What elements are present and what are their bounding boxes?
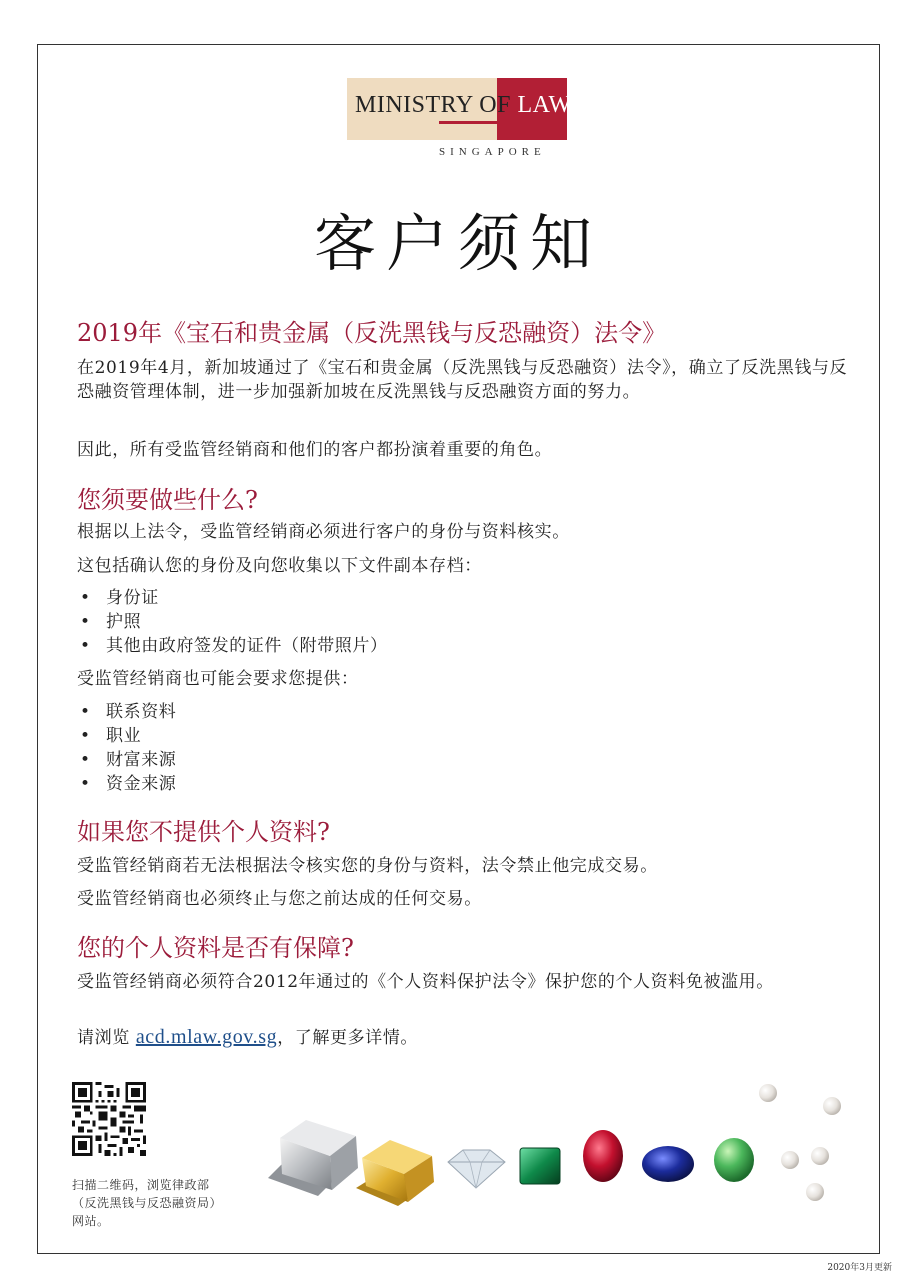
gold-bars — [356, 1140, 434, 1206]
list-item: • 其他由政府签发的证件（附带照片） — [77, 634, 388, 658]
ordinance-paragraph: 在2019年4月，新加坡通过了《宝石和贵金属（反洗黑钱与反恐融资）法令》，确立了反洗黑钱与反恐融资管理体制，进一步加强新加坡在反洗黑钱与反恐融资方面的努力。 — [77, 358, 848, 402]
list-item: • 职业 — [77, 724, 176, 748]
cdd-intro: 根据以上法令，受监管经销商必须进行客户的身份与资料核实。 — [77, 522, 570, 542]
pearls — [759, 1084, 841, 1201]
section-heading-what-to-do: 您须要做些什么? — [77, 486, 258, 514]
emerald — [520, 1148, 560, 1184]
link-prefix: 请浏览 — [77, 1028, 136, 1048]
logo-underline — [439, 121, 567, 124]
no-info-paragraph-1: 受监管经销商若无法根据法令核实您的身份与资料，法令禁止他完成交易。 — [77, 856, 658, 876]
section-heading-data-protection: 您的个人资料是否有保障? — [77, 934, 354, 962]
documents-list — [77, 586, 388, 658]
diamond — [448, 1150, 505, 1188]
website-line — [77, 1025, 849, 1050]
sapphire — [642, 1146, 694, 1182]
section-heading-ordinance: 2019年《宝石和贵金属（反洗黑钱与反恐融资）法令》 — [77, 319, 667, 347]
no-info-paragraph-2: 受监管经销商也必须终止与您之前达成的任何交易。 — [77, 889, 482, 909]
extra-info-intro: 受监管经销商也可能会要求您提供： — [77, 669, 359, 689]
section-heading-no-info: 如果您不提供个人资料? — [77, 818, 330, 846]
link-suffix: ，了解更多详情。 — [277, 1028, 418, 1048]
documents-intro: 这包括确认您的身份及向您收集以下文件副本存档： — [77, 556, 482, 576]
list-item: • 财富来源 — [77, 748, 176, 772]
logo-ministry-of: MINISTRY OF — [355, 92, 511, 118]
logo-wordmark — [355, 92, 572, 119]
logo-country: SINGAPORE — [439, 146, 546, 158]
silver-bars — [268, 1120, 358, 1196]
logo-law: LAW — [517, 92, 572, 118]
ruby — [583, 1130, 623, 1182]
qr-code[interactable] — [72, 1082, 146, 1156]
qr-caption: 扫描二维码，浏览律政部（反洗黑钱与反恐融资局）网站。 — [72, 1178, 223, 1228]
list-item: • 资金来源 — [77, 772, 176, 796]
update-date-note: 2020年3月更新 — [827, 1263, 892, 1273]
list-item: • 身份证 — [77, 586, 388, 610]
data-protection-paragraph: 受监管经销商必须符合2012年通过的《个人资料保护法令》保护您的个人资料免被滥用。 — [77, 972, 774, 992]
jade — [714, 1138, 754, 1182]
extra-info-list — [77, 700, 176, 796]
roles-paragraph: 因此，所有受监管经销商和他们的客户都扮演着重要的角色。 — [77, 440, 553, 460]
website-link[interactable]: acd.mlaw.gov.sg — [135, 1026, 278, 1048]
list-item: • 联系资料 — [77, 700, 176, 724]
list-item: • 护照 — [77, 610, 388, 634]
page-title: 客户须知 — [313, 207, 602, 280]
gems-and-metals-illustration — [258, 1078, 858, 1218]
ministry-of-law-logo — [347, 78, 572, 162]
